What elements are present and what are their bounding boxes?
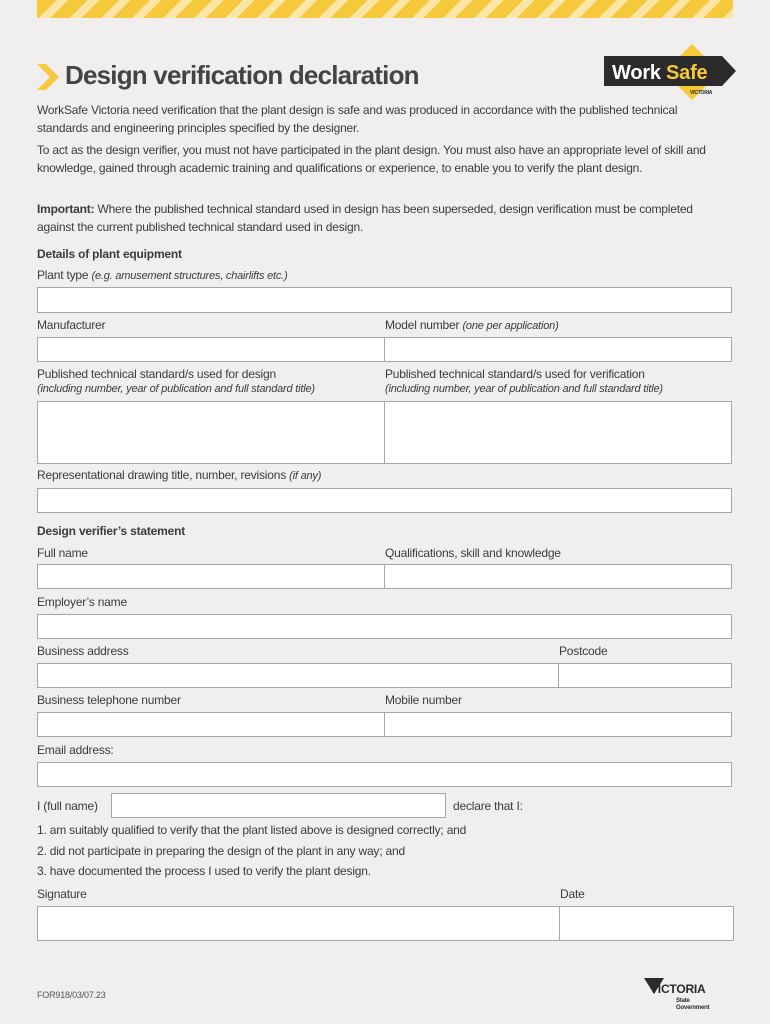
section-heading-verifier: Design verifier’s statement <box>37 524 185 538</box>
logo-word-work: Work <box>612 62 661 84</box>
hazard-stripe-banner <box>37 0 733 18</box>
date-input[interactable] <box>559 906 734 941</box>
qualifications-label: Qualifications, skill and knowledge <box>385 546 561 560</box>
mobile-input[interactable] <box>384 712 732 737</box>
qualifications-input[interactable] <box>384 564 732 589</box>
drawing-label <box>37 468 321 482</box>
declaration-item-1: 1. am suitably qualified to verify that the plant listed above is designed correctly; and <box>37 823 467 837</box>
declare-label: declare that I: <box>453 799 523 813</box>
important-label: Important: <box>37 202 95 216</box>
postcode-label: Postcode <box>559 644 608 658</box>
declaration-item-3: 3. have documented the process I used to verify the plant design. <box>37 864 371 878</box>
vic-sub-2: Government <box>676 1005 710 1011</box>
std-design-hint: (including number, year of publication and full standard title) <box>37 383 315 395</box>
logo-sub: VICTORIA <box>690 90 713 96</box>
plant-type-text: Plant type <box>37 268 89 282</box>
intro-paragraph-1: WorkSafe Victoria need verification that the plant design is safe and was produced in accordance with the published technical standards and engineering principles specified by the designer. <box>37 103 678 135</box>
worksafe-logo <box>604 44 736 100</box>
victoria-government-logo <box>642 976 722 1012</box>
drawing-hint: (if any) <box>289 470 322 482</box>
plant-type-label <box>37 268 288 282</box>
std-verification-label: Published technical standard/s used for verification <box>385 367 645 381</box>
date-label: Date <box>560 887 585 901</box>
employer-label: Employer’s name <box>37 595 127 609</box>
important-note <box>37 200 727 236</box>
email-input[interactable] <box>37 762 732 787</box>
vic-name: VICTORIA <box>650 982 706 996</box>
section-heading-plant: Details of plant equipment <box>37 247 182 261</box>
chevron-right-icon <box>37 64 59 90</box>
postcode-input[interactable] <box>558 663 732 688</box>
vic-sub-1: State <box>676 998 690 1004</box>
std-design-label: Published technical standard/s used for design <box>37 367 276 381</box>
drawing-input[interactable] <box>37 488 732 513</box>
form-code: FOR918/03/07.23 <box>37 990 106 1000</box>
manufacturer-label: Manufacturer <box>37 318 106 332</box>
business-address-label: Business address <box>37 644 129 658</box>
plant-type-hint: (e.g. amusement structures, chairlifts etc.) <box>91 270 288 282</box>
manufacturer-input[interactable] <box>37 337 385 362</box>
employer-input[interactable] <box>37 614 732 639</box>
std-verification-textarea[interactable] <box>384 401 732 464</box>
intro-paragraph-2: To act as the design verifier, you must not have participated in the plant design. You must also have an appropriate level of skill and knowledge, gained through academic training and qualifications or experience, to enable you to verify the plant design. <box>37 143 706 175</box>
model-number-label <box>385 318 559 332</box>
std-design-textarea[interactable] <box>37 401 385 464</box>
business-phone-input[interactable] <box>37 712 385 737</box>
business-phone-label: Business telephone number <box>37 693 181 707</box>
email-label: Email address: <box>37 743 114 757</box>
drawing-text: Representational drawing title, number, revisions <box>37 468 287 482</box>
logo-word-safe: Safe <box>666 62 708 84</box>
i-full-name-label: I (full name) <box>37 799 98 813</box>
full-name-input[interactable] <box>37 564 385 589</box>
full-name-label: Full name <box>37 546 88 560</box>
signature-input[interactable] <box>37 906 560 941</box>
declaration-item-2: 2. did not participate in preparing the design of the plant in any way; and <box>37 844 405 858</box>
plant-type-input[interactable] <box>37 287 732 313</box>
important-text: Where the published technical standard used in design has been superseded, design verification must be completed against the current published technical standard used in design. <box>37 202 693 234</box>
model-number-input[interactable] <box>384 337 732 362</box>
business-address-input[interactable] <box>37 663 559 688</box>
page-title: Design verification declaration <box>65 60 419 90</box>
model-number-hint: (one per application) <box>462 320 559 332</box>
declarant-name-input[interactable] <box>111 793 446 818</box>
signature-label: Signature <box>37 887 87 901</box>
mobile-label: Mobile number <box>385 693 462 707</box>
model-number-text: Model number <box>385 318 460 332</box>
std-verification-hint: (including number, year of publication and full standard title) <box>385 383 663 395</box>
